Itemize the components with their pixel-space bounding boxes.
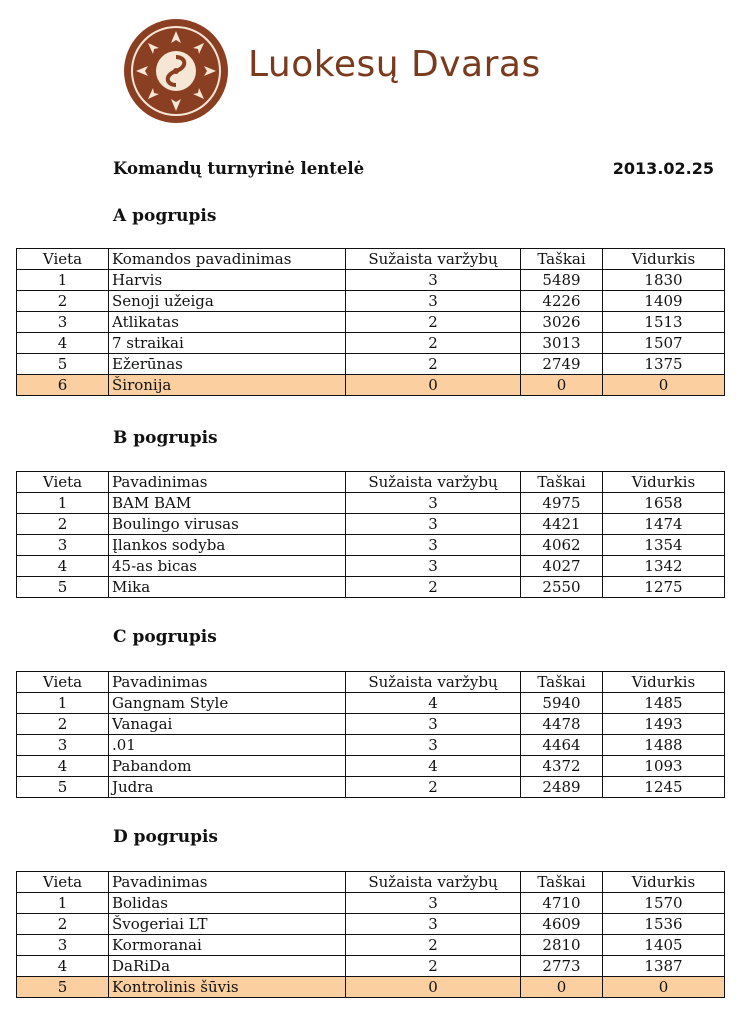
- cell-average: 1658: [603, 493, 725, 514]
- group-c-table: [16, 671, 725, 798]
- cell-team-name: Gangnam Style: [109, 693, 346, 714]
- table-row: [17, 893, 725, 914]
- header-place: Vieta: [17, 472, 109, 493]
- cell-average: 1488: [603, 735, 725, 756]
- group-c-title: C pogrupis: [113, 627, 217, 647]
- cell-place: 3: [17, 535, 109, 556]
- header-points: Taškai: [521, 872, 603, 893]
- brand-logo-icon: [122, 17, 230, 125]
- cell-place: 5: [17, 354, 109, 375]
- cell-team-name: 45-as bicas: [109, 556, 346, 577]
- header-name: Komandos pavadinimas: [109, 249, 346, 270]
- cell-place: 5: [17, 977, 109, 998]
- cell-points: 2489: [521, 777, 603, 798]
- cell-points: 5489: [521, 270, 603, 291]
- cell-place: 4: [17, 333, 109, 354]
- cell-points: 2773: [521, 956, 603, 977]
- table-row: [17, 935, 725, 956]
- cell-games: 4: [346, 693, 521, 714]
- table-row-highlighted: [17, 375, 725, 396]
- cell-points: 3013: [521, 333, 603, 354]
- cell-points: 3026: [521, 312, 603, 333]
- header-games: Sužaista varžybų: [346, 872, 521, 893]
- header-points: Taškai: [521, 249, 603, 270]
- group-d-table: [16, 871, 725, 998]
- cell-average: 1375: [603, 354, 725, 375]
- cell-games: 2: [346, 577, 521, 598]
- cell-team-name: Senoji užeiga: [109, 291, 346, 312]
- cell-team-name: Judra: [109, 777, 346, 798]
- table-header-row: [17, 249, 725, 270]
- cell-average: 1493: [603, 714, 725, 735]
- cell-place: 3: [17, 735, 109, 756]
- table-row: [17, 354, 725, 375]
- table-row: [17, 291, 725, 312]
- cell-points: 4975: [521, 493, 603, 514]
- table-row: [17, 735, 725, 756]
- table-row: [17, 270, 725, 291]
- cell-place: 3: [17, 312, 109, 333]
- cell-points: 4710: [521, 893, 603, 914]
- cell-games: 3: [346, 735, 521, 756]
- header-name: Pavadinimas: [109, 472, 346, 493]
- cell-place: 3: [17, 935, 109, 956]
- table-row: [17, 312, 725, 333]
- cell-points: 2550: [521, 577, 603, 598]
- table-row: [17, 556, 725, 577]
- cell-place: 4: [17, 956, 109, 977]
- cell-games: 3: [346, 270, 521, 291]
- cell-average: 0: [603, 375, 725, 396]
- cell-average: 1830: [603, 270, 725, 291]
- header-games: Sužaista varžybų: [346, 249, 521, 270]
- cell-place: 5: [17, 777, 109, 798]
- cell-average: 1570: [603, 893, 725, 914]
- table-row: [17, 333, 725, 354]
- cell-points: 4062: [521, 535, 603, 556]
- header-place: Vieta: [17, 872, 109, 893]
- group-d-title: D pogrupis: [113, 827, 219, 847]
- cell-place: 2: [17, 714, 109, 735]
- page-title: Komandų turnyrinė lentelė: [113, 159, 365, 178]
- cell-games: 0: [346, 977, 521, 998]
- cell-team-name: .01: [109, 735, 346, 756]
- cell-points: 4027: [521, 556, 603, 577]
- header-name: Pavadinimas: [109, 672, 346, 693]
- header-games: Sužaista varžybų: [346, 672, 521, 693]
- cell-team-name: Kontrolinis šūvis: [109, 977, 346, 998]
- cell-points: 2810: [521, 935, 603, 956]
- header-avg: Vidurkis: [603, 872, 725, 893]
- cell-average: 1275: [603, 577, 725, 598]
- cell-games: 3: [346, 914, 521, 935]
- cell-team-name: BAM BAM: [109, 493, 346, 514]
- table-header-row: [17, 872, 725, 893]
- cell-games: 3: [346, 493, 521, 514]
- header-avg: Vidurkis: [603, 672, 725, 693]
- group-b-table: [16, 471, 725, 598]
- cell-average: 1093: [603, 756, 725, 777]
- cell-average: 1405: [603, 935, 725, 956]
- cell-games: 2: [346, 935, 521, 956]
- table-row: [17, 956, 725, 977]
- cell-games: 3: [346, 514, 521, 535]
- cell-team-name: Ežerūnas: [109, 354, 346, 375]
- cell-place: 1: [17, 270, 109, 291]
- cell-place: 1: [17, 893, 109, 914]
- table-row: [17, 914, 725, 935]
- header-avg: Vidurkis: [603, 249, 725, 270]
- header-place: Vieta: [17, 249, 109, 270]
- cell-team-name: DaRiDa: [109, 956, 346, 977]
- cell-games: 3: [346, 556, 521, 577]
- cell-team-name: Kormoranai: [109, 935, 346, 956]
- cell-games: 2: [346, 777, 521, 798]
- cell-games: 2: [346, 354, 521, 375]
- cell-team-name: Bolidas: [109, 893, 346, 914]
- cell-team-name: Šironija: [109, 375, 346, 396]
- table-header-row: [17, 472, 725, 493]
- cell-average: 1536: [603, 914, 725, 935]
- cell-average: 0: [603, 977, 725, 998]
- cell-place: 2: [17, 514, 109, 535]
- header-name: Pavadinimas: [109, 872, 346, 893]
- cell-games: 2: [346, 333, 521, 354]
- cell-points: 4421: [521, 514, 603, 535]
- cell-points: 5940: [521, 693, 603, 714]
- group-a-title: A pogrupis: [113, 206, 217, 226]
- table-row: [17, 777, 725, 798]
- header-place: Vieta: [17, 672, 109, 693]
- cell-points: 2749: [521, 354, 603, 375]
- cell-average: 1485: [603, 693, 725, 714]
- cell-average: 1507: [603, 333, 725, 354]
- cell-team-name: Įlankos sodyba: [109, 535, 346, 556]
- cell-place: 1: [17, 493, 109, 514]
- table-header-row: [17, 672, 725, 693]
- cell-place: 2: [17, 914, 109, 935]
- cell-place: 4: [17, 756, 109, 777]
- cell-average: 1245: [603, 777, 725, 798]
- cell-average: 1513: [603, 312, 725, 333]
- cell-games: 3: [346, 291, 521, 312]
- cell-team-name: Mika: [109, 577, 346, 598]
- group-a-table: [16, 248, 725, 396]
- header-games: Sužaista varžybų: [346, 472, 521, 493]
- cell-points: 4464: [521, 735, 603, 756]
- header-points: Taškai: [521, 672, 603, 693]
- table-row: [17, 714, 725, 735]
- cell-points: 4372: [521, 756, 603, 777]
- cell-points: 4609: [521, 914, 603, 935]
- cell-place: 1: [17, 693, 109, 714]
- table-row: [17, 535, 725, 556]
- table-row: [17, 693, 725, 714]
- cell-games: 4: [346, 756, 521, 777]
- table-row: [17, 493, 725, 514]
- header-avg: Vidurkis: [603, 472, 725, 493]
- date-label: 2013.02.25: [612, 159, 714, 178]
- cell-average: 1474: [603, 514, 725, 535]
- cell-place: 4: [17, 556, 109, 577]
- cell-place: 2: [17, 291, 109, 312]
- table-row: [17, 514, 725, 535]
- cell-average: 1354: [603, 535, 725, 556]
- cell-points: 4478: [521, 714, 603, 735]
- cell-games: 2: [346, 312, 521, 333]
- cell-games: 3: [346, 893, 521, 914]
- cell-team-name: Vanagai: [109, 714, 346, 735]
- cell-team-name: Atlikatas: [109, 312, 346, 333]
- table-row: [17, 577, 725, 598]
- table-row-highlighted: [17, 977, 725, 998]
- cell-games: 0: [346, 375, 521, 396]
- header-points: Taškai: [521, 472, 603, 493]
- table-row: [17, 756, 725, 777]
- cell-place: 6: [17, 375, 109, 396]
- cell-points: 4226: [521, 291, 603, 312]
- group-b-title: B pogrupis: [113, 428, 218, 448]
- cell-average: 1342: [603, 556, 725, 577]
- cell-points: 0: [521, 977, 603, 998]
- cell-games: 3: [346, 535, 521, 556]
- brand-name: Luokesų Dvaras: [248, 44, 541, 85]
- cell-team-name: Švogeriai LT: [109, 914, 346, 935]
- cell-team-name: Pabandom: [109, 756, 346, 777]
- cell-games: 2: [346, 956, 521, 977]
- cell-place: 5: [17, 577, 109, 598]
- cell-team-name: Harvis: [109, 270, 346, 291]
- cell-average: 1409: [603, 291, 725, 312]
- cell-team-name: 7 straikai: [109, 333, 346, 354]
- cell-games: 3: [346, 714, 521, 735]
- cell-average: 1387: [603, 956, 725, 977]
- cell-points: 0: [521, 375, 603, 396]
- cell-team-name: Boulingo virusas: [109, 514, 346, 535]
